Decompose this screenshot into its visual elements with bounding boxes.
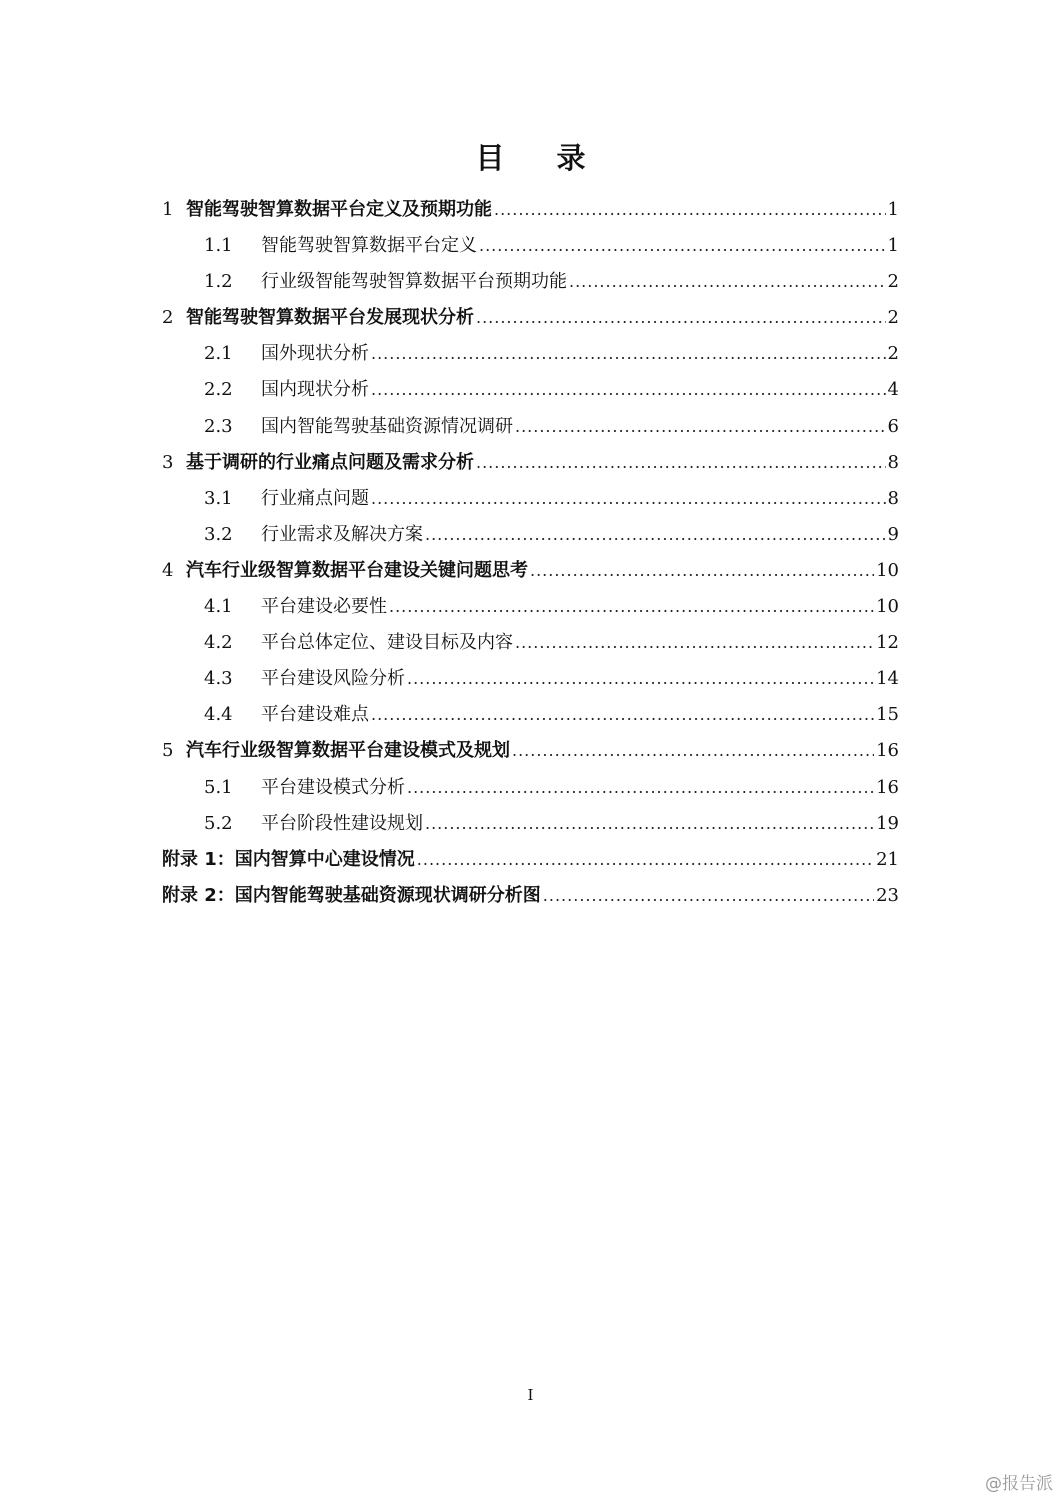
toc-entry-label: 平台建设必要性 (261, 596, 387, 618)
toc-entry-page: 21 (876, 848, 899, 870)
toc-entry-page: 2 (887, 307, 899, 329)
toc-entry-label: 平台建设难点 (261, 704, 369, 726)
toc-entry-number: 2.1 (204, 343, 233, 365)
toc-dot-leader (371, 481, 886, 517)
toc-entry-number: 3.2 (204, 523, 233, 545)
toc-entry-label: 附录 1：国内智算中心建设情况 (162, 848, 415, 870)
toc-section-entry[interactable] (162, 661, 899, 697)
toc-entry-page: 2 (887, 343, 899, 365)
watermark: @报告派 (985, 1474, 1053, 1494)
toc-entry-page: 9 (887, 523, 899, 545)
toc-section-entry[interactable] (162, 264, 899, 300)
toc-dot-leader (476, 445, 886, 481)
toc-section-entry[interactable] (162, 806, 899, 842)
toc-entry-page: 19 (876, 812, 899, 834)
table-of-contents (162, 192, 899, 914)
toc-entry-page: 8 (887, 451, 899, 473)
toc-entry-label: 国内智能驾驶基础资源情况调研 (261, 415, 513, 437)
toc-entry-number: 3.1 (204, 487, 233, 509)
page-number: I (527, 1386, 534, 1404)
toc-entry-label: 智能驾驶智算数据平台定义及预期功能 (186, 199, 492, 220)
toc-entry-label: 智能驾驶智算数据平台定义 (261, 235, 477, 257)
toc-dot-leader (371, 697, 874, 733)
toc-entry-label: 平台建设风险分析 (261, 668, 405, 690)
toc-entry-label: 基于调研的行业痛点问题及需求分析 (186, 451, 474, 473)
page-title (0, 136, 1061, 177)
toc-entry-number: 1.2 (204, 271, 233, 293)
toc-entry-number: 4.4 (204, 704, 233, 726)
toc-entry-page: 1 (887, 235, 899, 257)
toc-dot-leader (512, 733, 874, 769)
toc-entry-label: 行业需求及解决方案 (261, 523, 423, 545)
toc-dot-leader (407, 661, 874, 697)
toc-entry-number: 4.3 (204, 668, 233, 690)
toc-entry-number: 1 (162, 199, 174, 220)
toc-dot-leader (515, 625, 874, 661)
toc-section-entry[interactable] (162, 625, 899, 661)
toc-entry-page: 16 (876, 776, 899, 798)
toc-entry-page: 10 (876, 596, 899, 618)
toc-chapter-entry[interactable] (162, 192, 899, 228)
toc-dot-leader (543, 878, 874, 914)
toc-section-entry[interactable] (162, 589, 899, 625)
toc-entry-label: 平台阶段性建设规划 (261, 812, 423, 834)
toc-dot-leader (515, 409, 886, 445)
toc-chapter-entry[interactable] (162, 842, 899, 878)
toc-chapter-entry[interactable] (162, 445, 899, 481)
toc-section-entry[interactable] (162, 372, 899, 408)
toc-section-entry[interactable] (162, 336, 899, 372)
toc-entry-page: 16 (876, 740, 899, 762)
toc-dot-leader (371, 372, 886, 408)
toc-entry-number: 4 (162, 559, 174, 581)
toc-dot-leader (389, 589, 874, 625)
toc-entry-page: 14 (876, 668, 899, 690)
toc-entry-number: 2.2 (204, 379, 233, 401)
toc-entry-label: 国内现状分析 (261, 379, 369, 401)
toc-entry-label: 行业痛点问题 (261, 487, 369, 509)
toc-section-entry[interactable] (162, 517, 899, 553)
toc-entry-page: 4 (887, 379, 899, 401)
toc-section-entry[interactable] (162, 481, 899, 517)
toc-entry-page: 12 (876, 632, 899, 654)
toc-section-entry[interactable] (162, 409, 899, 445)
toc-entry-label: 行业级智能驾驶智算数据平台预期功能 (261, 271, 567, 293)
toc-entry-number: 5.1 (204, 776, 233, 798)
toc-dot-leader (407, 770, 874, 806)
toc-dot-leader (494, 192, 886, 228)
toc-dot-leader (476, 300, 886, 336)
title-char-1: 目 (475, 141, 505, 175)
toc-entry-page: 1 (887, 199, 899, 220)
toc-entry-page: 2 (887, 271, 899, 293)
toc-entry-label: 汽车行业级智算数据平台建设模式及规划 (186, 740, 510, 762)
toc-entry-number: 2 (162, 307, 174, 329)
toc-entry-number: 5 (162, 740, 174, 762)
toc-entry-number: 2.3 (204, 415, 233, 437)
toc-entry-label: 汽车行业级智算数据平台建设关键问题思考 (186, 559, 528, 581)
toc-entry-label: 平台建设模式分析 (261, 776, 405, 798)
toc-entry-label: 国外现状分析 (261, 343, 369, 365)
toc-dot-leader (425, 806, 874, 842)
toc-entry-number: 1.1 (204, 235, 233, 257)
toc-section-entry[interactable] (162, 228, 899, 264)
toc-entry-page: 8 (887, 487, 899, 509)
toc-entry-page: 23 (876, 884, 899, 906)
toc-chapter-entry[interactable] (162, 553, 899, 589)
title-char-2: 录 (556, 141, 586, 175)
toc-chapter-entry[interactable] (162, 733, 899, 769)
toc-chapter-entry[interactable] (162, 878, 899, 914)
toc-section-entry[interactable] (162, 697, 899, 733)
toc-entry-number: 4.1 (204, 596, 233, 618)
toc-chapter-entry[interactable] (162, 300, 899, 336)
toc-entry-number: 3 (162, 451, 174, 473)
toc-entry-label: 智能驾驶智算数据平台发展现状分析 (186, 307, 474, 329)
toc-dot-leader (530, 553, 874, 589)
toc-dot-leader (417, 842, 874, 878)
toc-entry-page: 10 (876, 559, 899, 581)
toc-entry-label: 附录 2：国内智能驾驶基础资源现状调研分析图 (162, 884, 541, 906)
toc-dot-leader (569, 264, 886, 300)
toc-entry-page: 6 (887, 415, 899, 437)
toc-dot-leader (425, 517, 886, 553)
toc-entry-number: 5.2 (204, 812, 233, 834)
toc-entry-number: 4.2 (204, 632, 233, 654)
toc-entry-label: 平台总体定位、建设目标及内容 (261, 632, 513, 654)
toc-dot-leader (479, 228, 886, 264)
toc-section-entry[interactable] (162, 770, 899, 806)
toc-entry-page: 15 (876, 704, 899, 726)
toc-dot-leader (371, 336, 886, 372)
